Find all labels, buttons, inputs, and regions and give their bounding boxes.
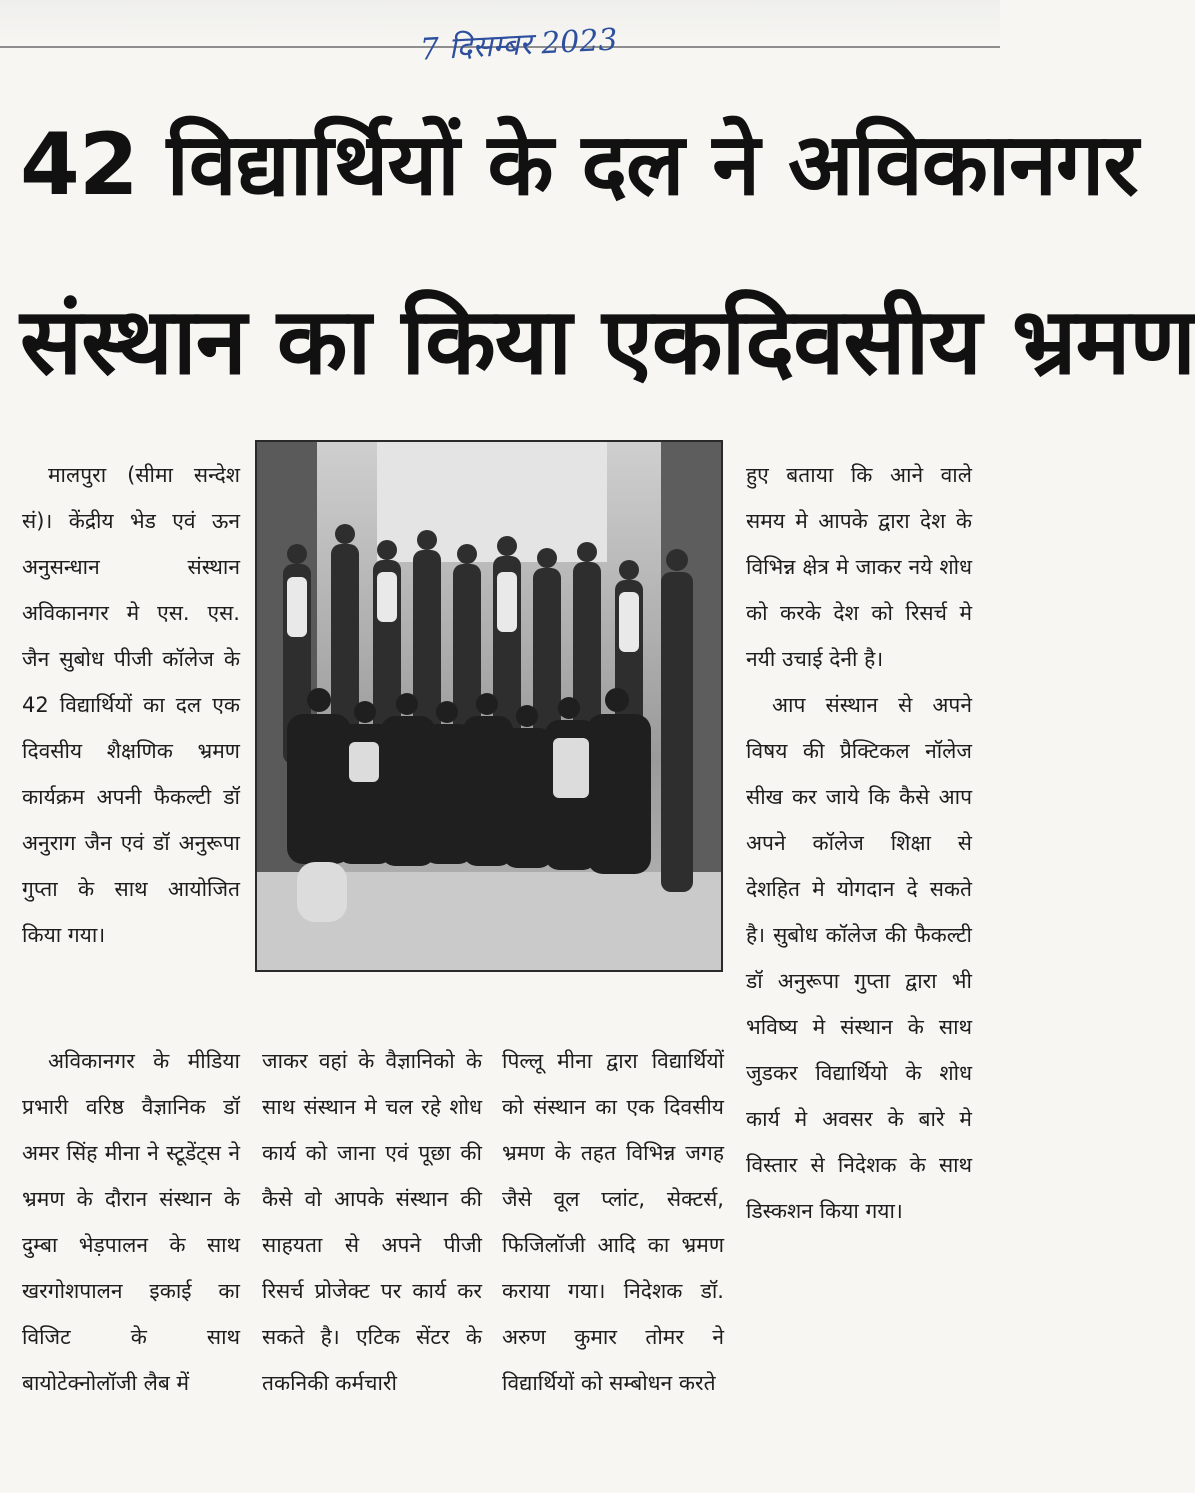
article-paragraph-right-2: आप संस्थान से अपने विषय की प्रैक्टिकल नॉलेज सीख कर जाये कि कैसे आप अपने कॉलेज शिक्षा से देशहित मे योगदान दे सकते है। सुबोध कॉलेज की फैकल्टी डॉ अनुरूपा गुप्ता द्वारा भी भविष्य मे संस्थान के साथ जुडकर विद्यार्थियो के शोध कार्य मे अवसर के बारे मे विस्तार से निदेशक के साथ डिस्कशन किया गया। bbox=[746, 693, 972, 1223]
article-column-1-bottom bbox=[22, 1038, 240, 1406]
article-paragraph-1: केंद्रीय भेड एवं ऊन अनुसन्धान संस्थान अविकानगर मे एस. एस. जैन सुबोध पीजी कॉलेज के 42 विद्यार्थियों का दल एक दिवसीय शैक्षणिक भ्रमण कार्यक्रम अपनी फैकल्टी डॉ अनुराग जैन एवं डॉ अनुरूपा गुप्ता के साथ आयोजित किया गया। bbox=[22, 509, 240, 947]
group-photo-icon bbox=[257, 442, 721, 970]
article-paragraph-3: जाकर वहां के वैज्ञानिको के साथ संस्थान मे चल रहे शोध कार्य को जाना एवं पूछा की कैसे वो आपके संस्थान की साहयता से अपने पीजी रिसर्च प्रोजेक्ट पर कार्य कर सकते है। एटिक सेंटर के तकनिकी कर्मचारी bbox=[262, 1049, 482, 1395]
headline-line-1: 42 विद्यार्थियों के दल ने अविकानगर bbox=[20, 115, 1138, 215]
article-paragraph-right-1: हुए बताया कि आने वाले समय मे आपके द्वारा देश के विभिन्न क्षेत्र मे जाकर नये शोध को करके देश को रिसर्च मे नयी उचाई देनी है। bbox=[746, 463, 972, 671]
article-paragraph-2: अविकानगर के मीडिया प्रभारी वरिष्ठ वैज्ञानिक डॉ अमर सिंह मीना ने स्टूडेंट्स ने भ्रमण के दौरान संस्थान के दुम्बा भेड़पालन के साथ खरगोशपालन इकाई का विजिट के साथ बायोटेक्नोलॉजी लैब में bbox=[22, 1049, 240, 1395]
article-column-right bbox=[746, 452, 972, 1234]
dateline: मालपुरा (सीमा सन्देश सं)। bbox=[22, 463, 240, 533]
article-column-left-top bbox=[22, 452, 240, 958]
group-photo bbox=[255, 440, 723, 972]
article-column-3-bottom bbox=[502, 1038, 724, 1406]
headline-line-2: संस्थान का किया एकदिवसीय भ्रमण bbox=[20, 288, 1195, 395]
article-paragraph-4: पिल्लू मीना द्वारा विद्यार्थियों को संस्थान का एक दिवसीय भ्रमण के तहत विभिन्न जगह जैसे वूल प्लांट, सेक्टर्स, फिजिलॉजी आदि का भ्रमण कराया गया। निदेशक डॉ. अरुण कुमार तोमर ने विद्यार्थियों को सम्बोधन करते bbox=[502, 1049, 724, 1395]
handwritten-date: 7 दिसम्बर 2023 bbox=[419, 22, 619, 68]
article-column-2-bottom bbox=[262, 1038, 482, 1406]
